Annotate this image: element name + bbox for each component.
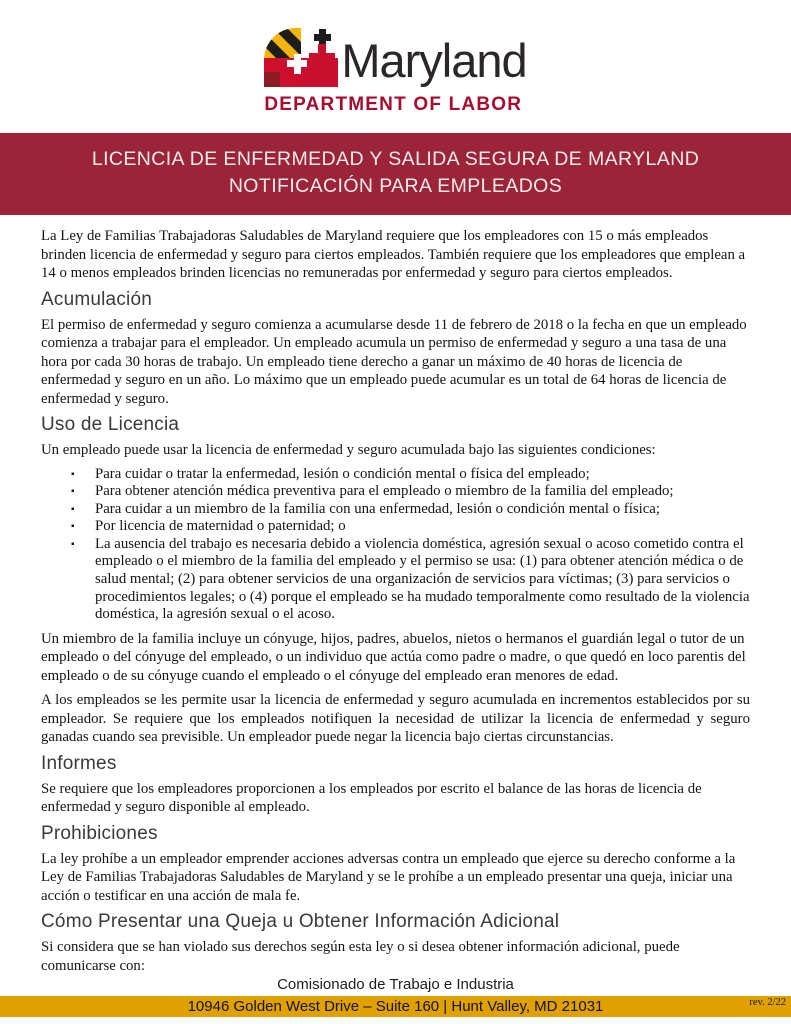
list-item bbox=[71, 466, 750, 484]
heading-informes: Informes bbox=[41, 752, 117, 774]
bullet-text: Para obtener atención médica preventiva para el empleado o miembro de la familia del empleado; bbox=[95, 483, 674, 500]
list-item bbox=[71, 518, 750, 536]
intro-paragraph: La Ley de Familias Trabajadoras Saludables de Maryland requiere que los empleadores con 15 o más empleados brinden licencia de enfermedad y seguro para ciertos empleados. También requiere que los empleadores que emplean a 14 o menos empleados brinden licencias no remuneradas por enfermedad y seguro para ciertos empleados. bbox=[41, 228, 746, 281]
commissioner-line: Comisionado de Trabajo e Industria bbox=[277, 976, 514, 993]
brand-name: Maryland bbox=[341, 33, 527, 87]
square-bullet-icon: ▪ bbox=[71, 521, 75, 533]
bullet-text: Para cuidar o tratar la enfermedad, lesión o condición mental o física del empleado; bbox=[95, 465, 590, 482]
bullet-text: Por licencia de maternidad o paternidad; o bbox=[95, 518, 346, 535]
square-bullet-icon: ▪ bbox=[71, 503, 75, 515]
department-name: DEPARTMENT OF LABOR bbox=[264, 94, 523, 115]
uso-lead-paragraph: Un empleado puede usar la licencia de enfermedad y seguro acumulada bajo las siguientes condiciones: bbox=[41, 442, 656, 458]
acumulacion-paragraph: El permiso de enfermedad y seguro comienza a acumularse desde 11 de febrero de 2018 o la fecha en que un empleado comienza a trabajar para el empleador. Un empleado acumula un permiso de enfermedad y seguro a una tasa de una hora por cada 30 horas de trabajo. Un empleado tiene derecho a ganar un máximo de 40 horas de licencia de enfermedad y seguro en un año. Lo máximo que un empleado puede acumular es un total de 64 horas de licencia de enfermedad y seguro. bbox=[41, 316, 747, 407]
uso-bullet-list bbox=[41, 466, 750, 624]
informes-paragraph: Se requiere que los empleadores proporcionen a los empleados por escrito el balance de las horas de licencia de enfermedad y seguro disponible al empleado. bbox=[41, 780, 702, 816]
queja-paragraph: Si considera que se han violado sus derechos según esta ley o si desea obtener información adicional, puede comunicarse con: bbox=[41, 939, 680, 974]
heading-acumulacion: Acumulación bbox=[41, 288, 152, 310]
title-banner bbox=[0, 133, 791, 215]
banner-line-1: LICENCIA DE ENFERMEDAD Y SALIDA SEGURA DE MARYLAND bbox=[91, 148, 700, 170]
square-bullet-icon: ▪ bbox=[71, 538, 75, 550]
list-item bbox=[71, 483, 750, 501]
square-bullet-icon: ▪ bbox=[71, 468, 75, 480]
document-body bbox=[0, 215, 791, 975]
increments-paragraph: A los empleados se les permite usar la licencia de enfermedad y seguro acumulada en incrementos establecidos por su empleador. Se requiere que los empleados notifiquen la necesidad de utilizar la licencia de enfermedad y seguro ganadas cuando sea previsible. Un empleador puede negar la licencia bajo ciertas circunstancias. bbox=[41, 692, 750, 746]
heading-prohibiciones: Prohibiciones bbox=[41, 822, 158, 844]
heading-como-presentar-queja: Cómo Presentar una Queja u Obtener Información Adicional bbox=[41, 911, 560, 933]
logo-top-row bbox=[264, 28, 526, 92]
address-text: 10946 Golden West Drive – Suite 160 | Hunt Valley, MD 21031 bbox=[187, 998, 604, 1015]
family-definition-paragraph: Un miembro de la familia incluye un cónyuge, hijos, padres, abuelos, nietos o hermanos el guardián legal o tutor de un empleado o del cónyuge del empleado, o un individuo que actúa como padre o madre, o que quedó en loco parentis del empleado o de su cónyuge cuando el empleado o el cónyuge del empleado eran menores de edad. bbox=[41, 630, 746, 684]
maryland-dol-logo bbox=[264, 28, 526, 114]
square-bullet-icon: ▪ bbox=[71, 486, 75, 498]
revision-label: rev. 2/22 bbox=[749, 997, 786, 1008]
footer bbox=[0, 976, 791, 1017]
prohibiciones-paragraph: La ley prohíbe a un empleador emprender acciones adversas contra un empleado que ejerce su derecho conforme a la Ley de Familias Trabajadoras Saludables de Maryland y se le prohíbe a un empleado presentar una queja, iniciar una acción o testificar en una acción de mala fe. bbox=[41, 850, 736, 904]
maryland-flag-icon bbox=[264, 28, 338, 92]
bullet-text: Para cuidar a un miembro de la familia con una enfermedad, lesión o condición mental o física; bbox=[95, 500, 660, 517]
list-item bbox=[71, 536, 750, 624]
banner-line-2: NOTIFICACIÓN PARA EMPLEADOS bbox=[228, 175, 563, 197]
list-item bbox=[71, 501, 750, 519]
header bbox=[0, 0, 791, 114]
address-bar bbox=[0, 996, 791, 1017]
bullet-text: La ausencia del trabajo es necesaria debido a violencia doméstica, agresión sexual o acoso cometido contra el empleado o el miembro de la familia del empleado y el permiso se usa: (1) para obtener atención médica o de salud mental; (2) para obtener servicios de una organización de servicios para víctimas; (3) para servicios o procedimientos legales; o (4) porque el empleado se ha mudado temporalmente como resultado de la violencia doméstica, la agresión sexual o el acoso. bbox=[95, 535, 750, 623]
heading-uso-de-licencia: Uso de Licencia bbox=[41, 414, 180, 435]
